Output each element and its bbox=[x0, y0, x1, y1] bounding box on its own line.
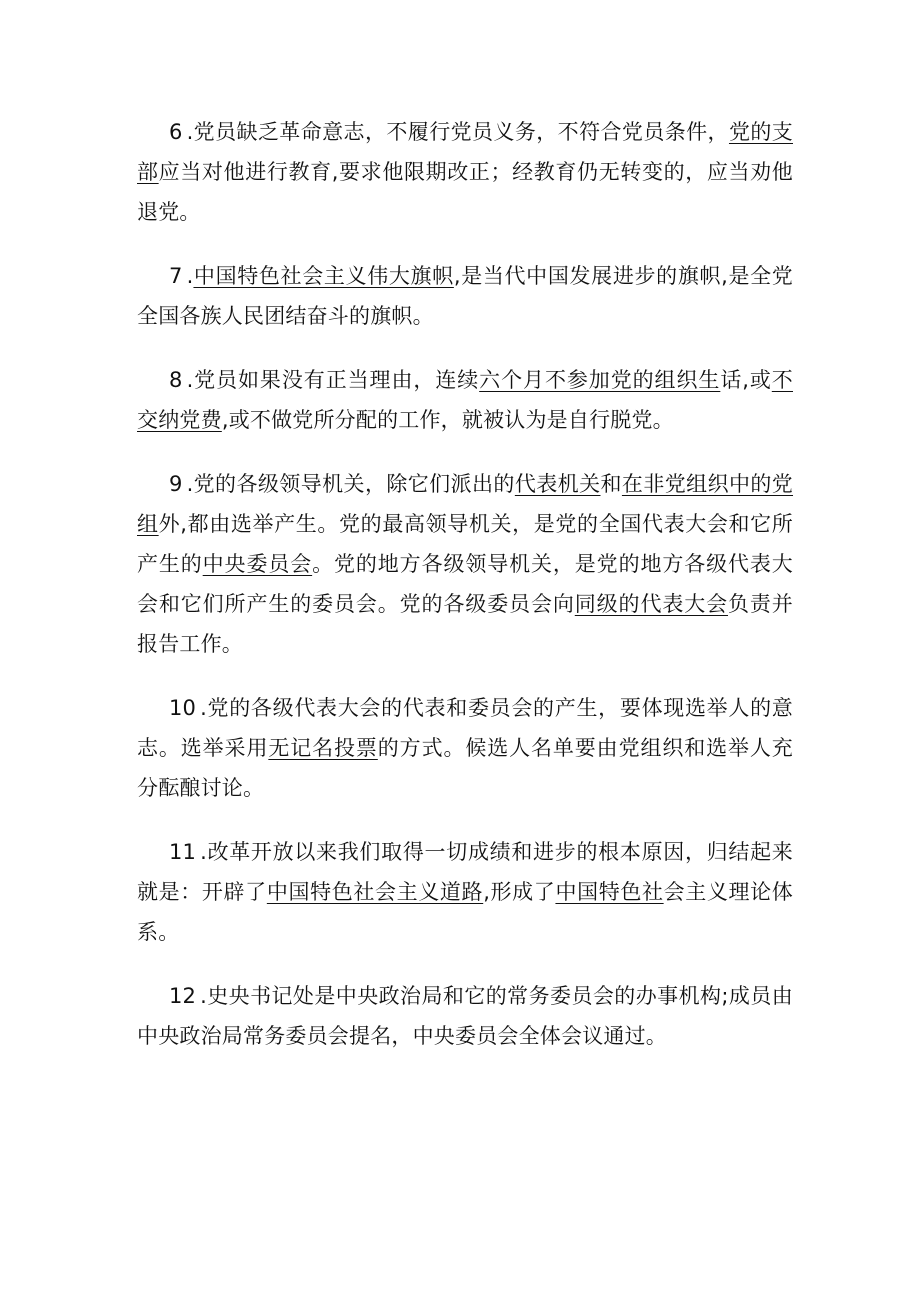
text-segment: . bbox=[186, 264, 194, 288]
paragraph-8 bbox=[137, 360, 793, 440]
text-segment: .史央书记处是中央政治局和它的常务委员会的办事机构;成员由中央政治局常务委员会提名，中央委员会全体会议通过。 bbox=[137, 984, 793, 1048]
text-segment: 和 bbox=[600, 472, 622, 496]
text-segment: ,或不做党所分配的工作，就被认为是自行脱党。 bbox=[221, 408, 674, 432]
paragraph-12 bbox=[137, 976, 793, 1056]
underlined-term: 无记名投票 bbox=[268, 736, 378, 760]
underlined-term: 党的支部 bbox=[137, 120, 793, 184]
text-segment: 话,或 bbox=[720, 368, 772, 392]
underlined-term: 六个月不参加党的组织生 bbox=[479, 368, 721, 392]
text-segment: 。党的地方各级领导机关，是党的地方各级代表大会和它们所产生的委员会。党的各级委员会向 bbox=[137, 552, 793, 616]
item-number: 8 bbox=[169, 368, 183, 392]
text-segment: .党的各级代表大会的代表和委员会的产生，要体现选举人的意志。选举采用 bbox=[137, 696, 793, 760]
underlined-term: 在非党组织中的党组 bbox=[137, 472, 794, 536]
underlined-term: 代表机关 bbox=[514, 472, 601, 496]
underlined-term: 中国特色社 bbox=[555, 880, 664, 904]
text-segment: 外,都由选举产生。党的最高领导机关，是党的全国代表大会和它所产生的 bbox=[137, 512, 793, 576]
paragraph-9 bbox=[137, 464, 793, 664]
underlined-term: 中国特色社会主义道路 bbox=[266, 880, 484, 904]
item-number: 10 bbox=[169, 696, 197, 720]
text-segment: .党员缺乏革命意志，不履行党员义务，不符合党员条件， bbox=[186, 120, 729, 144]
item-number: 12 bbox=[169, 984, 197, 1008]
text-segment: 负责并报告工作。 bbox=[137, 592, 793, 656]
text-segment: ,形成了 bbox=[483, 880, 556, 904]
item-number: 11 bbox=[169, 840, 197, 864]
paragraph-7 bbox=[137, 256, 793, 336]
text-segment: 应当对他进行教育,要求他限期改正；经教育仍无转变的，应当劝他退党。 bbox=[137, 160, 793, 224]
paragraph-10 bbox=[137, 688, 793, 808]
text-segment: .改革开放以来我们取得一切成绩和进步的根本原因，归结起来就是：开辟了 bbox=[137, 840, 793, 904]
text-segment: .党员如果没有正当理由，连续 bbox=[186, 368, 480, 392]
paragraph-6 bbox=[137, 112, 793, 232]
text-segment: .党的各级领导机关，除它们派出的 bbox=[186, 472, 515, 496]
underlined-term: 不交纳党费 bbox=[137, 368, 793, 432]
underlined-term: 中央委员会 bbox=[202, 552, 313, 576]
text-segment: 会主义理论体系。 bbox=[137, 880, 794, 944]
item-number: 9 bbox=[169, 472, 183, 496]
document-page bbox=[137, 112, 793, 1080]
item-number: 7 bbox=[169, 264, 183, 288]
text-segment: ,是当代中国发展进步的旗帜,是全党全国各族人民团结奋斗的旗帜。 bbox=[137, 264, 793, 328]
paragraph-11 bbox=[137, 832, 793, 952]
underlined-term: 同级的代表大会 bbox=[574, 592, 729, 616]
text-segment: 的方式。候选人名单要由党组织和选举人充分酝酿讨论。 bbox=[137, 736, 793, 800]
underlined-term: 中国特色社会主义伟大旗帜 bbox=[193, 264, 454, 288]
item-number: 6 bbox=[169, 120, 183, 144]
